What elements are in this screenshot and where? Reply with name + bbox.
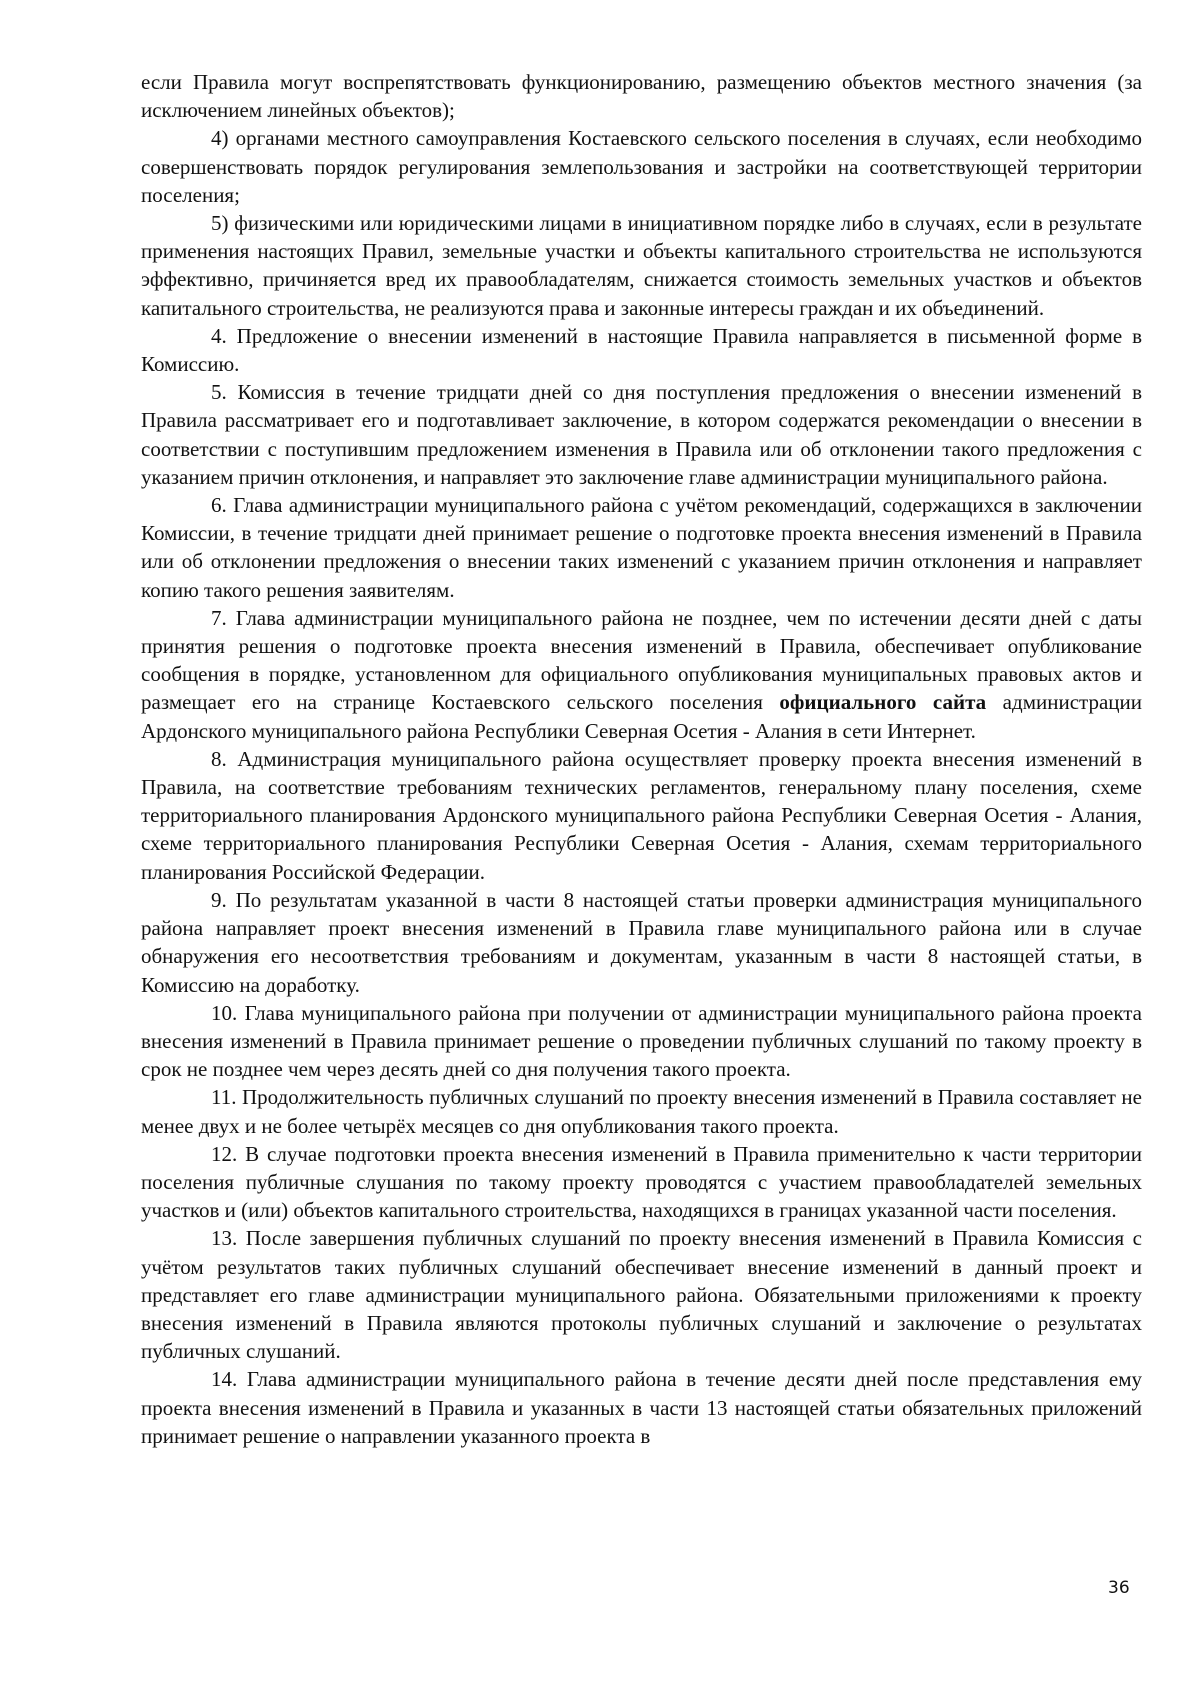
paragraph-part-6: 6. Глава администрации муниципального района с учётом рекомендаций, содержащихся в заключении Комиссии, в течение тридцати дней принимает решение о подготовке проекта внесения изменений в Правила или об отклонении предложения о внесении таких изменений с указанием причин отклонения и направляет копию такого решения заявителям. [141, 493, 1142, 602]
paragraph-part-4: 4. Предложение о внесении изменений в настоящие Правила направляется в письменной форме в Комиссию. [141, 323, 1142, 377]
paragraph-item-4: 4) органами местного самоуправления Костаевского сельского поселения в случаях, если необходимо совершенствовать порядок регулирования землепользования и застройки на соответствующей территории поселения; [141, 126, 1142, 207]
paragraph-part-8: 8. Администрация муниципального района осуществляет проверку проекта внесения изменений в Правила, на соответствие требованиям технических регламентов, генеральному плану поселения, схеме территориального планирования Ардонского муниципального района Республики Северная Осетия - Алания, схеме территориального планирования Республики Северная Осетия - Алания, схемам территориального планирования Российской Федерации. [141, 746, 1142, 884]
page-number: 36 [1108, 1578, 1130, 1598]
paragraph-part-12: 12. В случае подготовки проекта внесения изменений в Правила применительно к части территории поселения публичные слушания по такому проекту проводятся с участием правообладателей земельных участков и (или) объектов капитального строительства, находящихся в границах указанной части поселения. [141, 1141, 1142, 1223]
paragraph-part-14: 14. Глава администрации муниципального района в течение десяти дней после представления ему проекта внесения изменений в Правила и указанных в части 13 настоящей статьи обязательных приложений принимает решение о направлении указанного проекта в [141, 1367, 1142, 1448]
paragraph-part-10: 10. Глава муниципального района при получении от администрации муниципального района проекта внесения изменений в Правила принимает решение о проведении публичных слушаний по такому проекту в срок не позднее чем через десять дней со дня получения такого проекта. [141, 1000, 1142, 1082]
official-site-bold-text: официального сайта [779, 690, 987, 715]
document-body [141, 68, 1142, 1450]
paragraph-part-5: 5. Комиссия в течение тридцати дней со дня поступления предложения о внесении изменений в Правила рассматривает его и подготавливает заключение, в котором содержатся рекомендации о внесении в соответствии с поступившим предложением изменения в Правила или об отклонении такого предложения с указанием причин отклонения, и направляет это заключение главе администрации муниципального района. [141, 380, 1142, 489]
paragraph-part-7 [141, 604, 1142, 745]
paragraph-item-5: 5) физическими или юридическими лицами в инициативном порядке либо в случаях, если в результате применения настоящих Правил, земельные участки и объекты капитального строительства не используются эффективно, причиняется вред их правообладателям, снижается стоимость земельных участков и объектов капитального строительства, не реализуются права и законные интересы граждан и их объединений. [141, 211, 1142, 320]
paragraph-part-7-end: администрации Ардонского муниципального района Республики Северная Осетия - Алания в сети Интернет. [141, 690, 1142, 743]
paragraph-part-7-start: 7. Глава администрации муниципального района не позднее, чем по истечении десяти дней с даты принятия решения о подготовке проекта внесения изменений в Правила, обеспечивает опубликование сообщения в порядке, установленном для официального опубликования муниципальных правовых актов и размещает его на странице Костаевского сельского поселения [141, 605, 1142, 715]
paragraph-part-13: 13. После завершения публичных слушаний по проекту внесения изменений в Правила Комиссия с учётом результатов таких публичных слушаний обеспечивает внесение изменений в данный проект и представляет его главе администрации муниципального района. Обязательными приложениями к проекту внесения изменений в Правила являются протоколы публичных слушаний и заключение о результатах публичных слушаний. [141, 1226, 1142, 1364]
paragraph-part-9: 9. По результатам указанной в части 8 настоящей статьи проверки администрация муниципального района направляет проект внесения изменений в Правила главе муниципального района или в случае обнаружения его несоответствия требованиям и документам, указанным в части 8 настоящей статьи, в Комиссию на доработку. [141, 887, 1142, 997]
paragraph-continuation: если Правила могут воспрепятствовать функционированию, размещению объектов местного значения (за исключением линейных объектов); [141, 70, 1142, 123]
paragraph-part-11: 11. Продолжительность публичных слушаний по проекту внесения изменений в Правила составляет не менее двух и не более четырёх месяцев со дня опубликования такого проекта. [141, 1085, 1142, 1138]
